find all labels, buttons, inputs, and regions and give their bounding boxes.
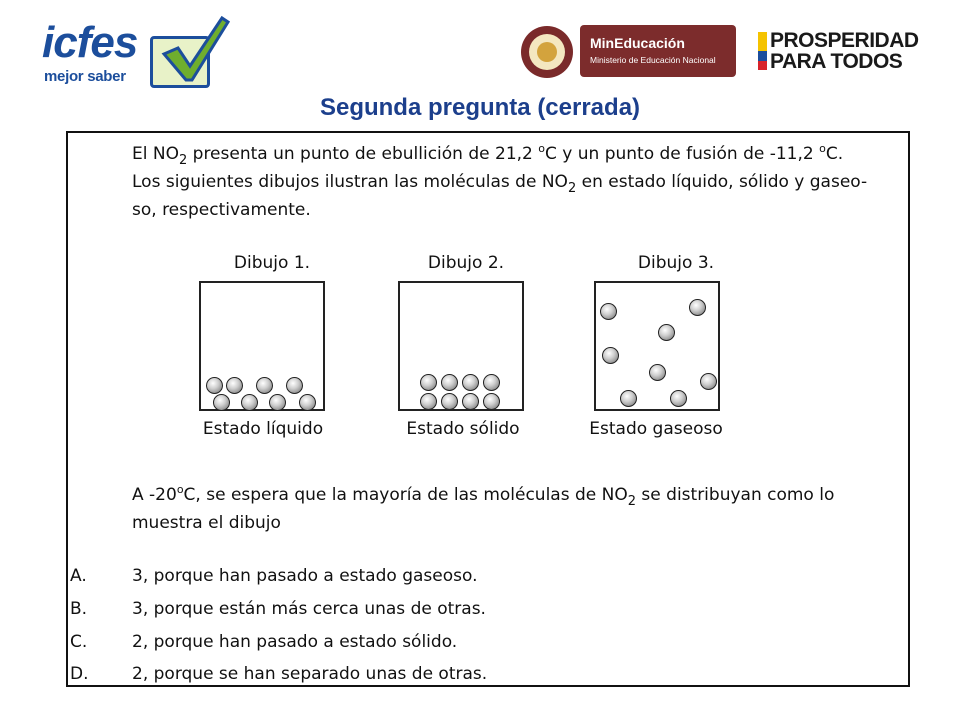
prompt-line-2: muestra el dibujo	[132, 513, 281, 533]
option-a-letter: A.	[70, 566, 87, 586]
molecule	[420, 393, 437, 410]
molecule	[620, 390, 637, 407]
option-c-text: 2, porque han pasado a estado sólido.	[132, 632, 458, 652]
drawing-2-container	[398, 281, 524, 411]
molecule	[256, 377, 273, 394]
mineducacion-logo	[580, 25, 736, 77]
molecule	[226, 377, 243, 394]
option-c-letter: C.	[70, 632, 88, 652]
prosperidad-line1: PROSPERIDAD	[770, 29, 919, 52]
option-a-text: 3, porque han pasado a estado gaseoso.	[132, 566, 478, 586]
icfes-tagline: mejor saber	[44, 68, 126, 85]
molecule	[600, 303, 617, 320]
drawing-3-state: Estado gaseoso	[589, 419, 723, 439]
icfes-logo	[42, 18, 212, 86]
drawing-1-title: Dibujo 1.	[233, 253, 311, 273]
molecule	[700, 373, 717, 390]
slide-title: Segunda pregunta (cerrada)	[319, 94, 641, 121]
stem-line-1: El $NO_2$ presenta un punto de ebullición de 21,2 $^o$C y un punto de fusión de -11,2 $^o$C.	[132, 142, 844, 168]
molecule	[649, 364, 666, 381]
molecule	[213, 394, 230, 411]
option-b-letter: B.	[70, 599, 88, 619]
question-stem	[132, 141, 912, 223]
molecule	[602, 347, 619, 364]
molecule	[689, 299, 706, 316]
prosperidad-logo	[758, 30, 928, 74]
molecule	[670, 390, 687, 407]
molecule	[269, 394, 286, 411]
option-d-letter: D.	[70, 664, 89, 684]
molecule	[286, 377, 303, 394]
molecule	[441, 374, 458, 391]
drawing-2-title: Dibujo 2.	[427, 253, 505, 273]
minedu-title: MinEducación	[590, 35, 685, 51]
molecule	[441, 393, 458, 410]
molecule	[658, 324, 675, 341]
drawing-2-state: Estado sólido	[406, 419, 520, 439]
option-d-text: 2, porque se han separado unas de otras.	[132, 664, 488, 684]
prompt-line-1: A -20$^o$C, se espera que la mayoría de las moléculas de $NO_2$ se distribuyan como lo	[132, 483, 835, 509]
icfes-logo-text: icfes	[42, 18, 138, 67]
drawing-3-container	[594, 281, 720, 411]
option-b-text: 3, porque están más cerca unas de otras.	[132, 599, 486, 619]
drawing-3-title: Dibujo 3.	[637, 253, 715, 273]
prosperidad-text	[770, 30, 919, 72]
molecule	[206, 377, 223, 394]
minedu-subtitle: Ministerio de Educación Nacional	[590, 55, 716, 65]
molecule	[299, 394, 316, 411]
drawing-1-container	[199, 281, 325, 411]
molecule	[483, 393, 500, 410]
molecule	[483, 374, 500, 391]
molecule	[241, 394, 258, 411]
checkmark-icon	[160, 14, 230, 84]
molecule	[420, 374, 437, 391]
colombia-flag-icon	[758, 32, 767, 70]
stem-line-2: Los siguientes dibujos ilustran las moléculas de $NO_2$ en estado líquido, sólido y gaseo-	[132, 172, 868, 196]
question-prompt	[132, 482, 912, 536]
drawing-1-state: Estado líquido	[202, 419, 324, 439]
molecule	[462, 374, 479, 391]
prosperidad-line2: PARA TODOS	[770, 50, 903, 73]
question-box	[66, 131, 910, 687]
molecule	[462, 393, 479, 410]
colombia-seal-icon	[521, 26, 573, 78]
stem-line-3: so, respectivamente.	[132, 200, 311, 220]
